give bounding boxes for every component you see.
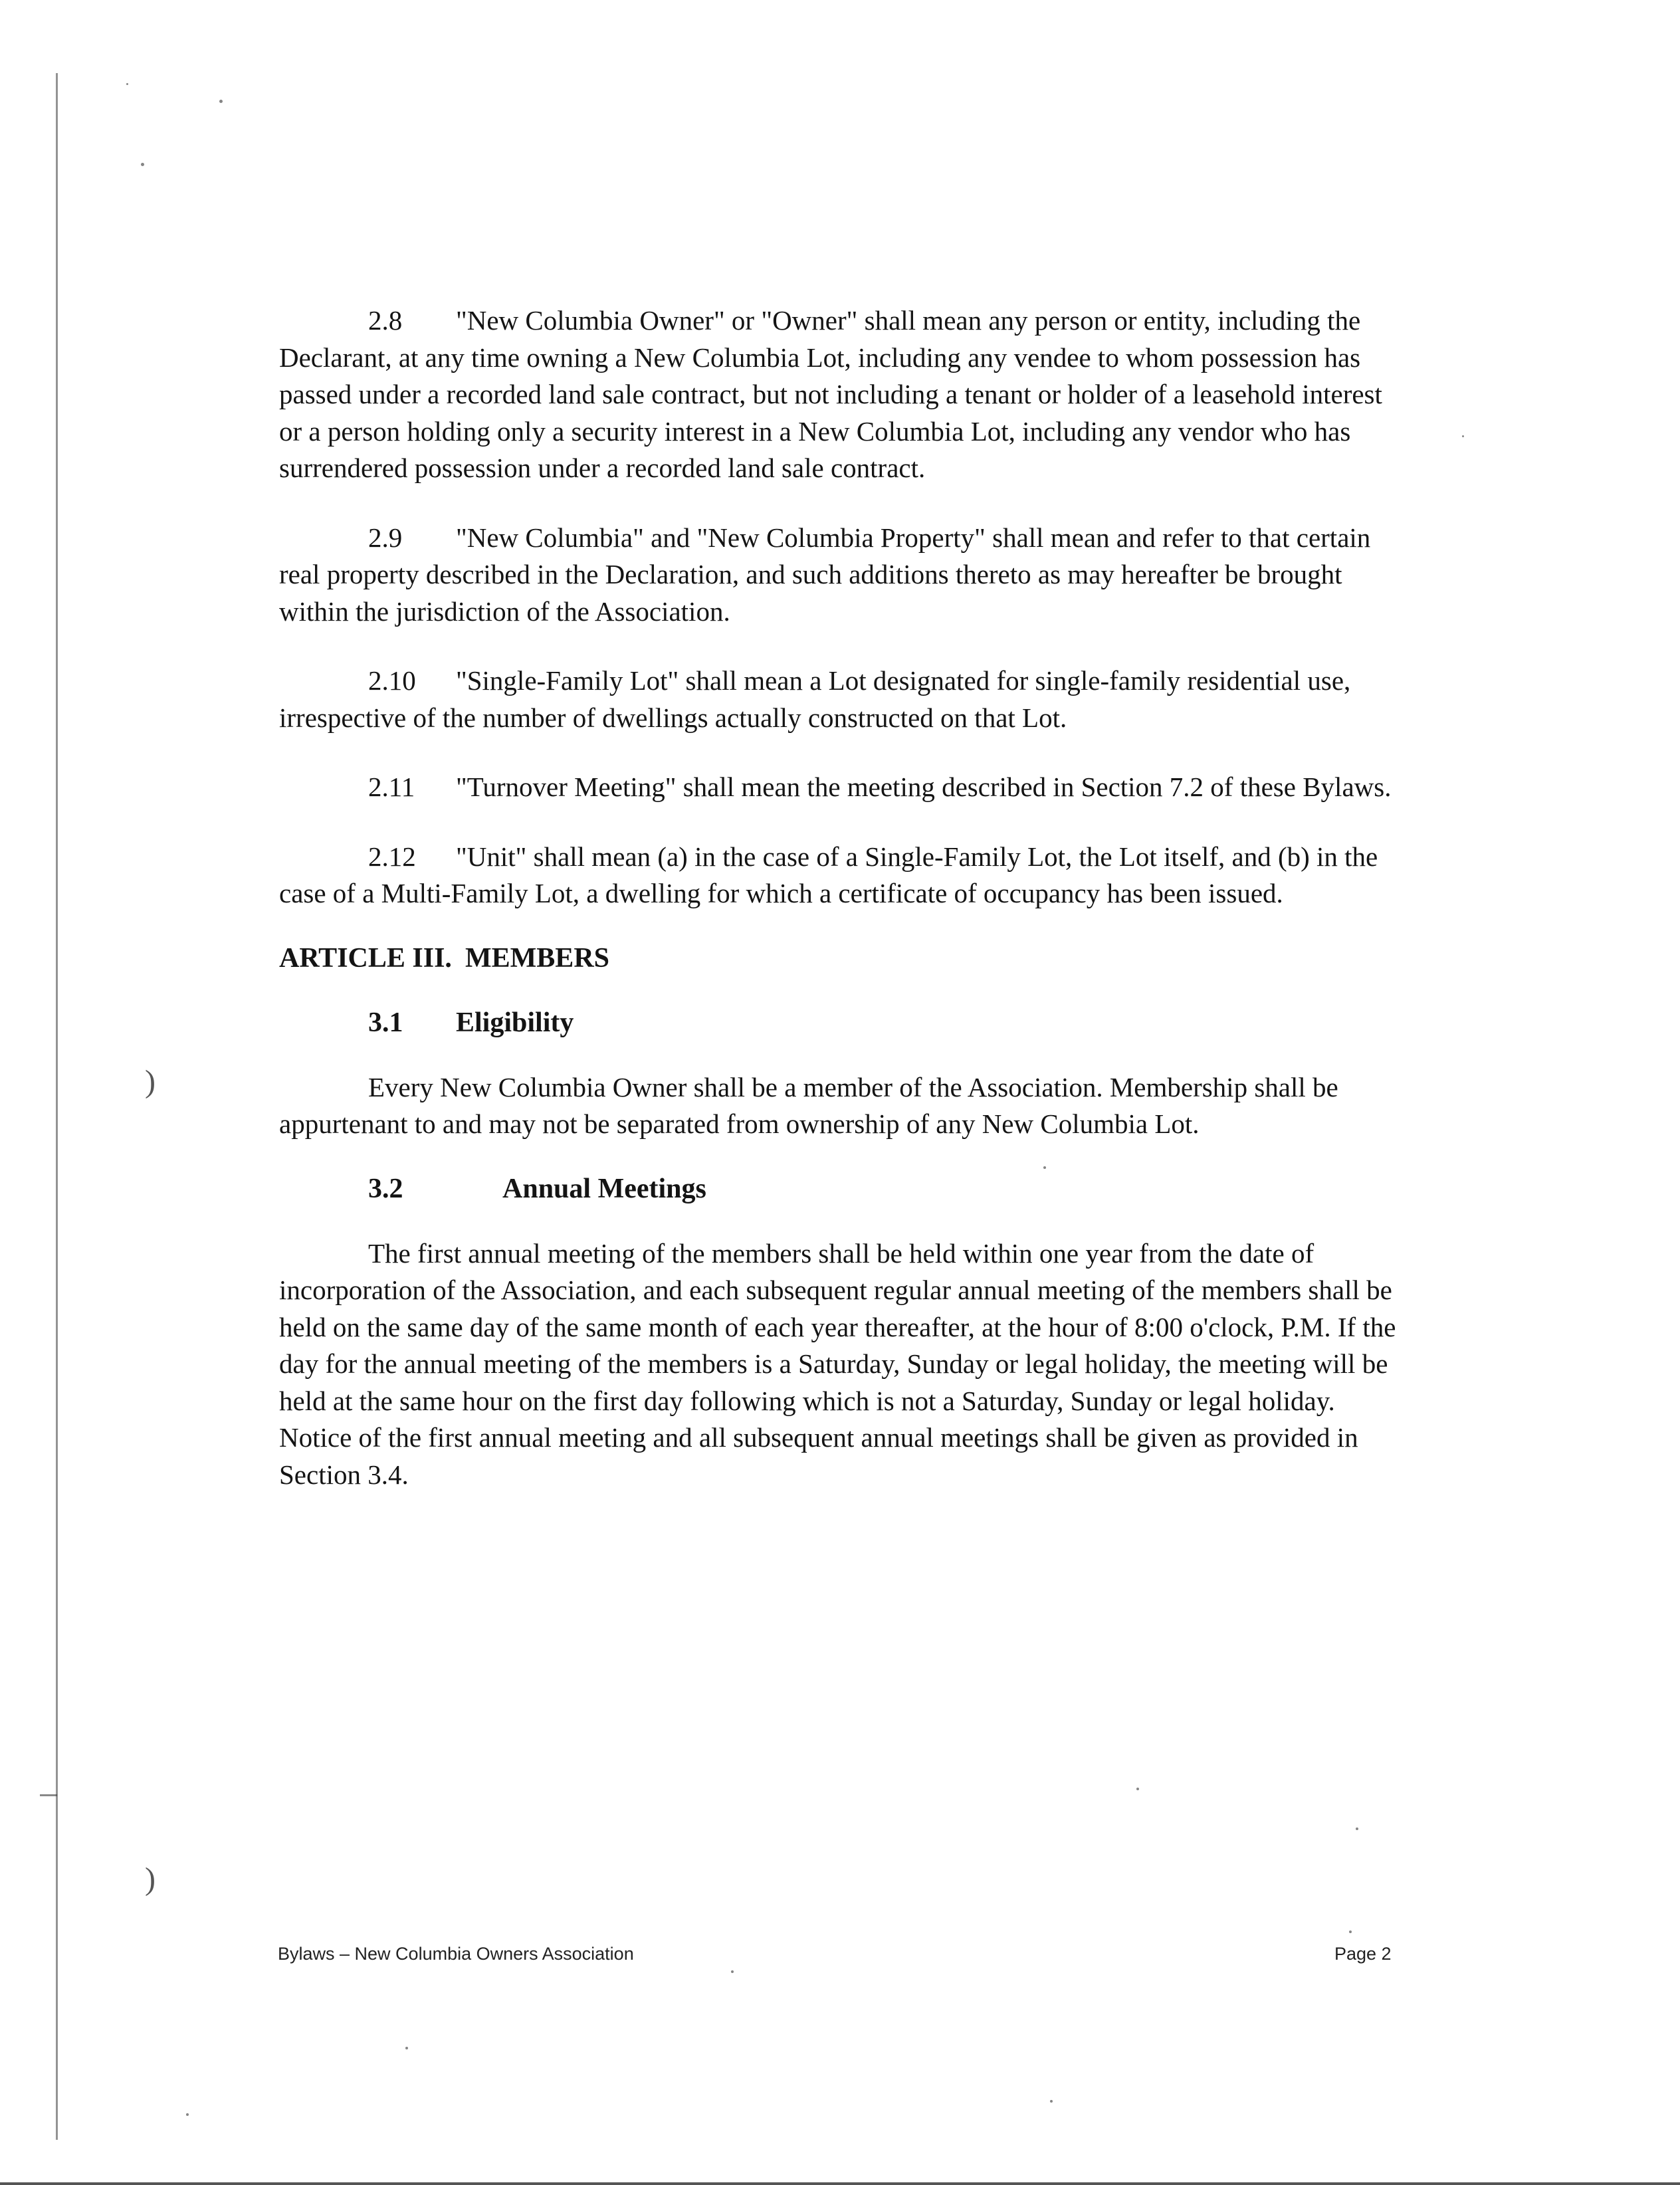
document-body xyxy=(279,302,1409,1493)
section-number: 2.9 xyxy=(368,522,403,553)
section-text: "New Columbia" and "New Columbia Property" shall mean and refer to that certain real property described in the Declaration, and such additions thereto as may hereafter be brought within the jurisdiction of the Association. xyxy=(279,522,1371,627)
article-title: MEMBERS xyxy=(465,942,610,974)
scan-speck xyxy=(219,100,223,103)
subsection-title: Annual Meetings xyxy=(502,1173,706,1204)
subsection-heading-3-2 xyxy=(279,1171,1409,1207)
scan-speck xyxy=(1462,435,1464,437)
article-label: ARTICLE III. xyxy=(279,942,452,974)
scan-bracket-mark: ) xyxy=(145,1861,156,1897)
scan-speck xyxy=(186,2113,189,2116)
scan-speck xyxy=(731,1970,734,1973)
section-text: "New Columbia Owner" or "Owner" shall mean any person or entity, including the Declarant, at any time owning a New Columbia Lot, including any vendee to whom possession has passed under a recorded land sale contract, but not including a tenant or holder of a leasehold interest or a person holding only a security interest in a New Columbia Lot, including any vendor who has surrendered possession under a recorded land sale contract. xyxy=(279,305,1382,483)
section-2-8 xyxy=(279,302,1409,487)
footer-page-number: Page 2 xyxy=(1334,1944,1392,1964)
scan-speck xyxy=(1356,1827,1358,1830)
scan-edge-tick xyxy=(40,1794,57,1796)
subsection-3-2-text: The first annual meeting of the members shall be held within one year from the date of incorporation of the Association, and each subsequent regular annual meeting of the members shall be held on the same day of the same month of each year thereafter, at the hour of 8:00 o'clock, P.M. If the day for the annual meeting of the members is a Saturday, Sunday or legal holiday, the meeting will be held at the same hour on the first day following which is not a Saturday, Sunday or legal holiday. Notice of the first annual meeting and all subsequent annual meetings shall be given as provided in Section 3.4. xyxy=(279,1237,1396,1490)
article-heading xyxy=(279,940,1409,977)
section-2-10 xyxy=(279,663,1409,736)
section-2-11 xyxy=(279,769,1409,806)
subsection-title: Eligibility xyxy=(456,1007,574,1038)
scan-speck xyxy=(141,163,144,166)
section-2-9 xyxy=(279,520,1409,631)
subsection-number: 3.1 xyxy=(368,1007,403,1038)
subsection-3-1-text: Every New Columbia Owner shall be a member of the Association. Membership shall be appurtenant to and may not be separated from ownership of any New Columbia Lot. xyxy=(279,1071,1338,1139)
section-2-12 xyxy=(279,839,1409,912)
section-number: 2.8 xyxy=(368,305,403,336)
section-text: "Unit" shall mean (a) in the case of a Single-Family Lot, the Lot itself, and (b) in the case of a Multi-Family Lot, a dwelling for which a certificate of occupancy has been issued. xyxy=(279,841,1378,908)
scan-speck xyxy=(1050,2100,1053,2103)
scan-speck xyxy=(1349,1930,1352,1933)
scan-speck xyxy=(1136,1788,1139,1790)
scan-bottom-edge xyxy=(0,2182,1680,2185)
section-text: "Turnover Meeting" shall mean the meeting described in Section 7.2 of these Bylaws. xyxy=(456,772,1392,802)
scan-speck xyxy=(405,2047,408,2049)
section-text: "Single-Family Lot" shall mean a Lot designated for single-family residential use, irrespective of the number of dwellings actually constructed on that Lot. xyxy=(279,665,1351,733)
scan-edge-line xyxy=(56,73,58,2140)
subsection-heading-3-1 xyxy=(279,1005,1409,1041)
scan-bracket-mark: ) xyxy=(145,1064,156,1099)
footer-document-title: Bylaws – New Columbia Owners Association xyxy=(278,1944,634,1964)
section-number: 2.10 xyxy=(368,665,416,696)
section-number: 2.11 xyxy=(368,772,415,802)
section-number: 2.12 xyxy=(368,841,416,872)
subsection-number: 3.2 xyxy=(368,1173,403,1204)
scan-speck xyxy=(126,83,128,85)
